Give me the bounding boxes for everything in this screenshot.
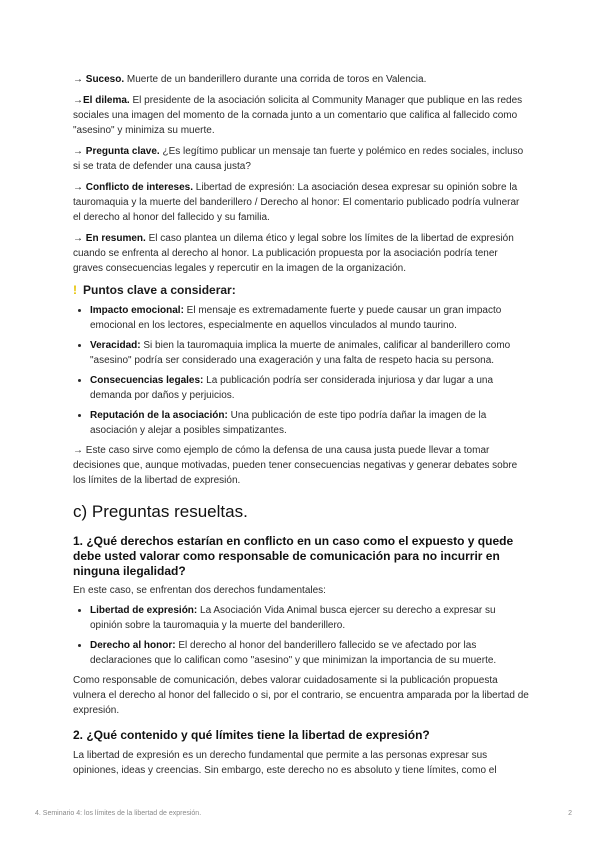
- section-heading: c) Preguntas resueltas.: [73, 502, 248, 521]
- paragraph-pregunta-clave: → Pregunta clave. ¿Es legítimo publicar un mensaje tan fuerte y polémico en redes sociales, incluso si se trata de defender una causa justa?: [73, 146, 524, 172]
- paragraph-resumen: → En resumen. El caso plantea un dilema ético y legal sobre los límites de la libertad de expresión cuando se enfrenta al derecho al honor. La publicación propuesta por la asociación podría tener graves consecuencias legales y repercutir en la imagen de la organización.: [73, 233, 514, 274]
- callout-heading: ! Puntos clave a considerar:: [73, 283, 236, 297]
- list-item: • Reputación de la asociación: Una publicación de este tipo podría dañar la imagen de la asociación y alejar a posibles simpatizantes.: [90, 408, 529, 438]
- rights-list: [73, 603, 529, 668]
- question-2-title: 2. ¿Qué contenido y qué límites tiene la libertad de expresión?: [73, 728, 430, 742]
- question-1-intro: En este caso, se enfrentan dos derechos fundamentales:: [73, 585, 326, 596]
- callout-closing: → Este caso sirve como ejemplo de cómo la defensa de una causa justa puede llevar a tomar decisiones que, aunque motivadas, pueden tener consecuencias negativas y generar debates sobre los límites de la libertad de expresión.: [73, 445, 518, 486]
- page-content: [73, 72, 529, 778]
- page-number: 2: [568, 810, 572, 817]
- paragraph-conflicto: → Conflicto de intereses. Libertad de expresión: La asociación desea expresar su opinión sobre la tauromaquia y la muerte del banderillero / Derecho al honor: El comentario publicado podría vulnerar el derecho al honor del fallecido y su familia.: [73, 182, 520, 223]
- paragraph-suceso: → Suceso. Muerte de un banderillero durante una corrida de toros en Valencia.: [73, 74, 427, 85]
- paragraph-dilema: →El dilema. El presidente de la asociación solicita al Community Manager que publique en las redes sociales una imagen del momento de la cornada junto a un comentario que califica al fallecido como "asesino" y minimiza su muerte.: [73, 95, 523, 136]
- list-item: • Derecho al honor: El derecho al honor del banderillero fallecido se ve afectado por las declaraciones que lo califican como "asesino" y que minimizan la importancia de su muerte.: [90, 638, 529, 668]
- question-1-conclusion: Como responsable de comunicación, debes valorar cuidadosamente si la publicación propuesta vulnera el derecho al honor del fallecido o si, por el contrario, se encuentra amparada por la libertad de expresión.: [73, 675, 529, 716]
- page-footer: [35, 810, 572, 817]
- list-item: • Impacto emocional: El mensaje es extremadamente fuerte y puede causar un gran impacto emocional en los lectores, especialmente en aquellos vinculados al mundo taurino.: [90, 303, 529, 333]
- list-item: • Libertad de expresión: La Asociación Vida Animal busca ejercer su derecho a expresar su opinión sobre la tauromaquia y la muerte del banderillero.: [90, 603, 529, 633]
- question-1-title: 1. ¿Qué derechos estarían en conflicto en un caso como el expuesto y quede debe usted valorar como responsable de comunicación para no incurrir en ninguna ilegalidad?: [73, 534, 514, 578]
- list-item: • Veracidad: Si bien la tauromaquia implica la muerte de animales, calificar al banderillero como "asesino" podría ser considerado una exageración y una falta de respeto hacia su persona.: [90, 338, 529, 368]
- key-points-list: [73, 303, 529, 438]
- footer-title: 4. Seminario 4: los límites de la libertad de expresión.: [35, 810, 202, 817]
- exclamation-icon: !: [73, 283, 77, 297]
- list-item: • Consecuencias legales: La publicación podría ser considerada injuriosa y dar lugar a una demanda por daños y perjuicios.: [90, 373, 529, 403]
- question-2-text: La libertad de expresión es un derecho fundamental que permite a las personas expresar sus opiniones, ideas y creencias. Sin embargo, este derecho no es absoluto y tiene límites, como el: [73, 750, 497, 776]
